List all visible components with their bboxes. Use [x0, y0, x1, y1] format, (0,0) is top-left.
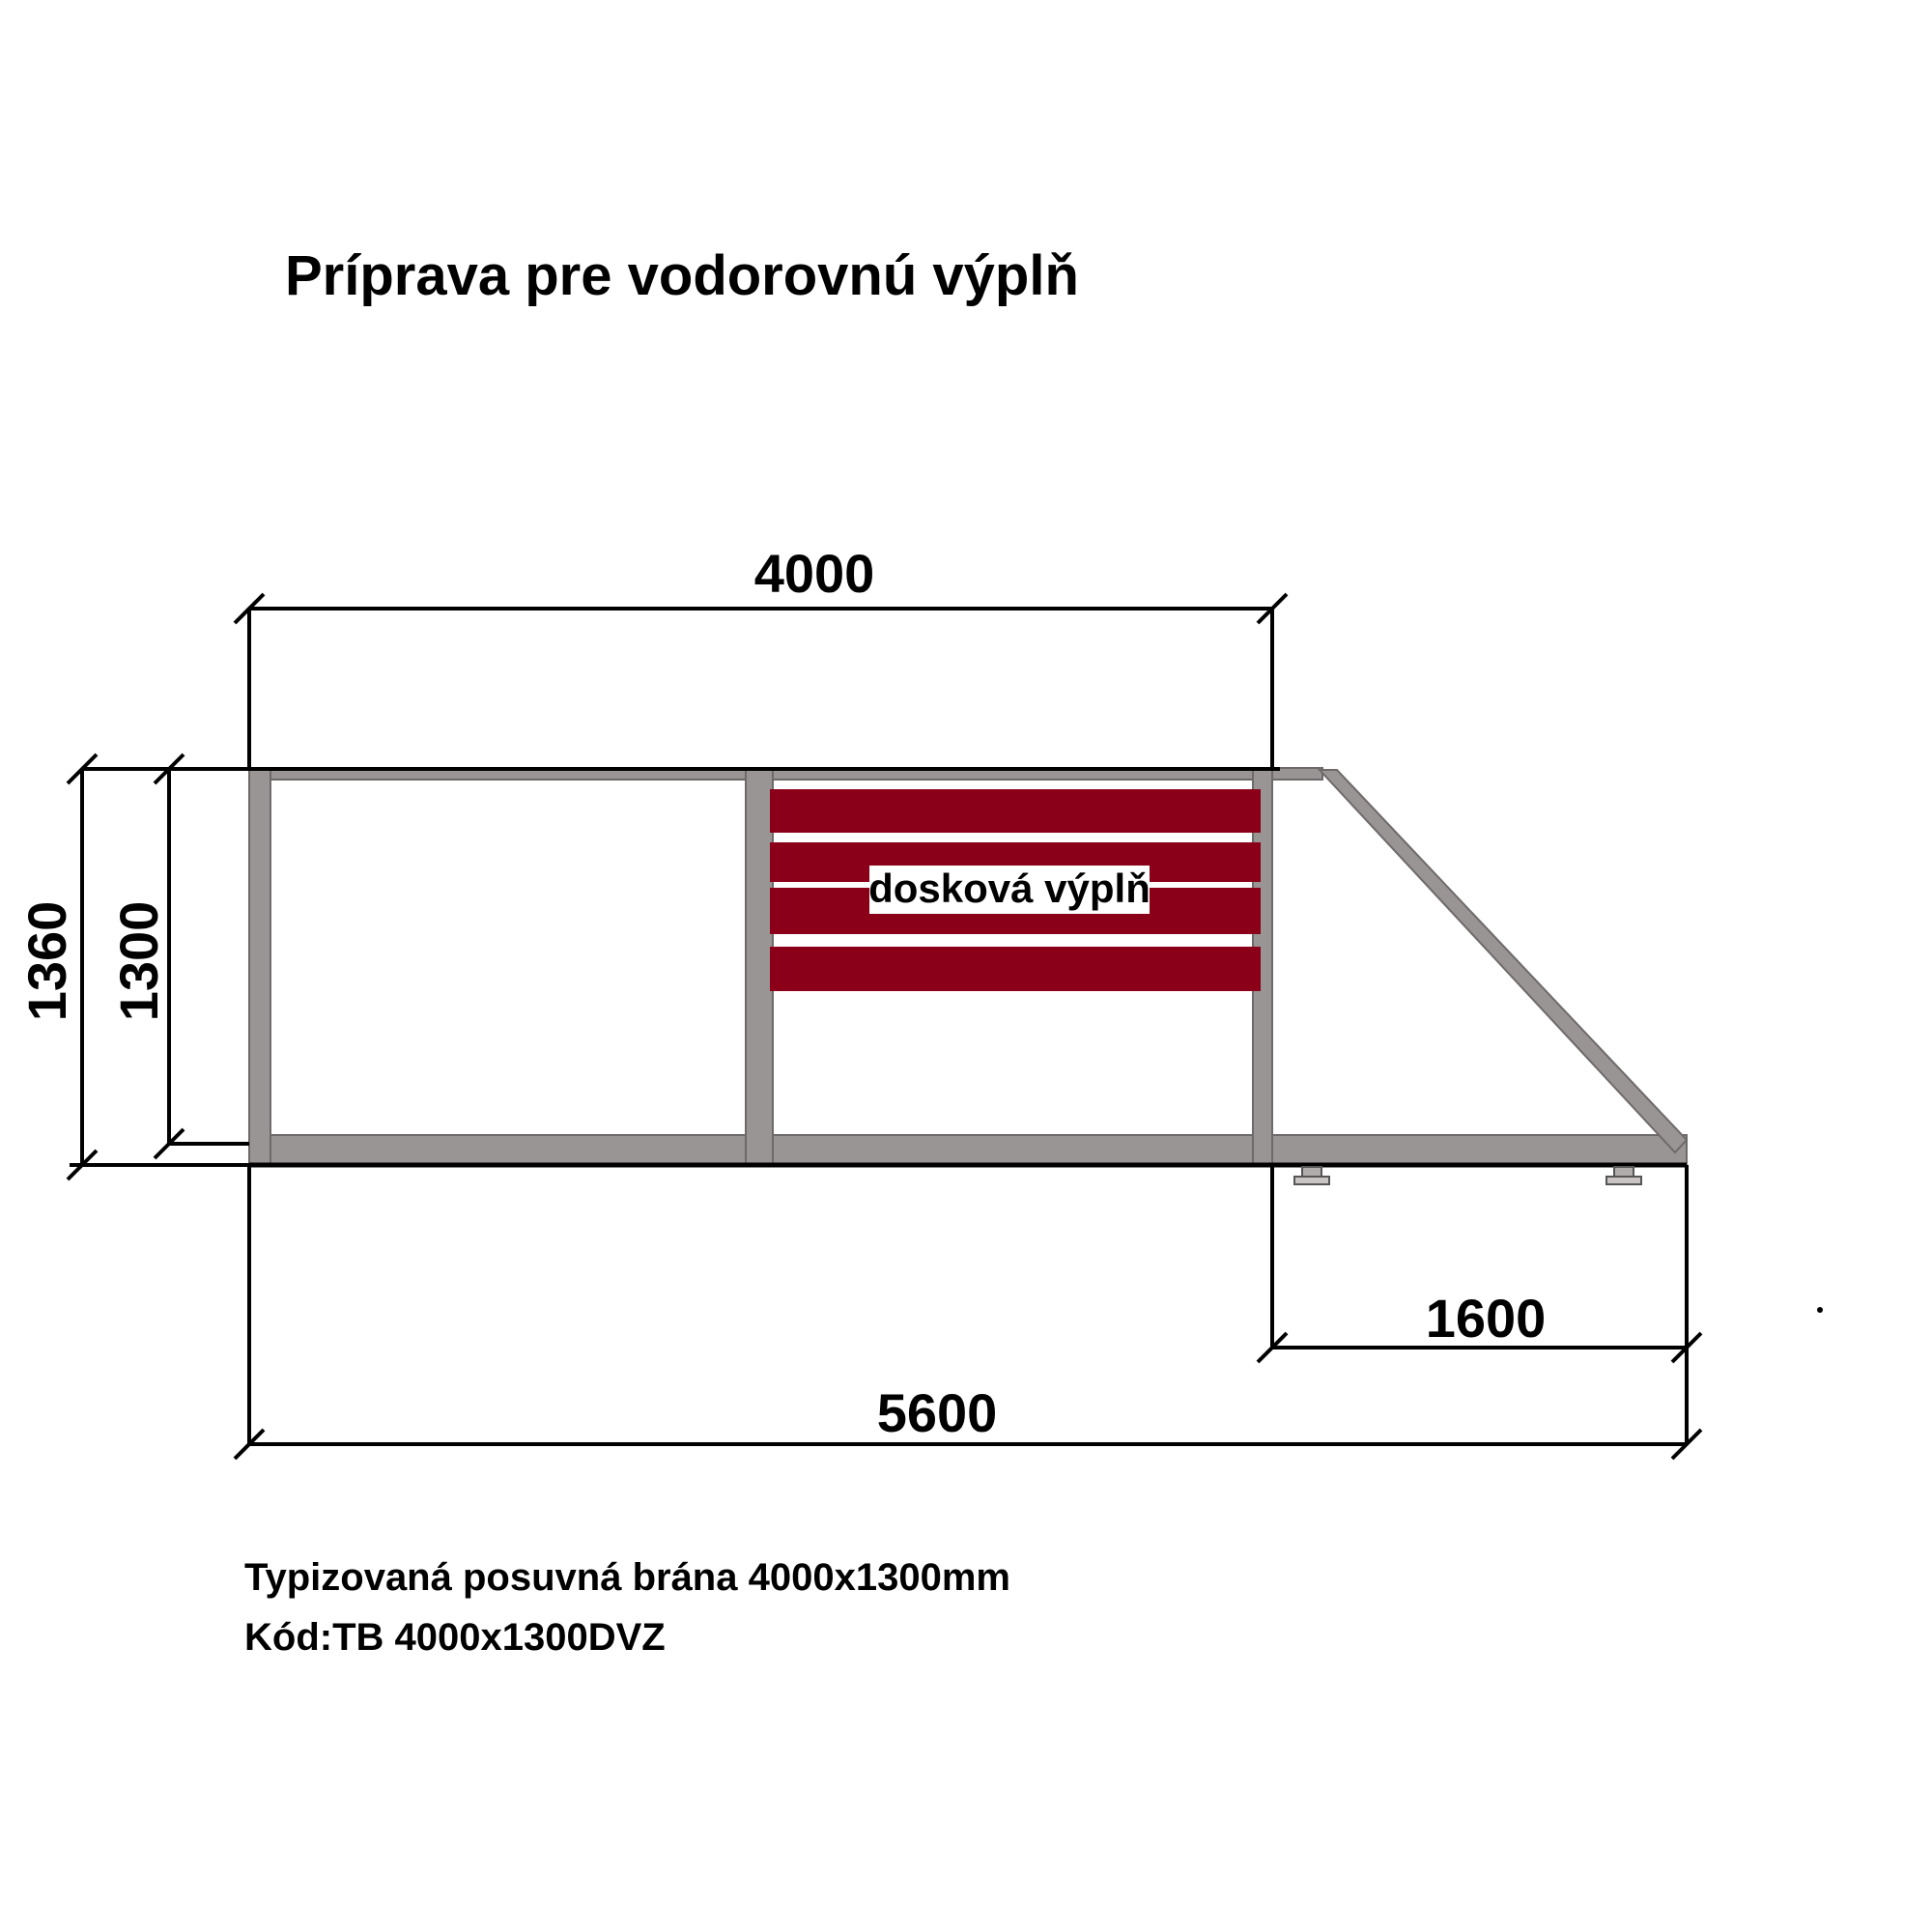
tail-diagonal-brace — [1320, 770, 1687, 1152]
infill-board — [770, 947, 1261, 991]
roller-icon — [1606, 1167, 1641, 1184]
infill-label: dosková výplň — [868, 866, 1151, 911]
left-post — [249, 768, 270, 1164]
dimension-label-4000: 4000 — [753, 543, 875, 604]
dimension-tail-width — [1258, 1165, 1701, 1362]
board-infill — [770, 789, 1261, 991]
dimension-label-1360: 1360 — [16, 900, 77, 1022]
bottom-rail — [249, 1135, 1687, 1164]
stray-dot — [1817, 1307, 1823, 1313]
drawing-title: Príprava pre vodorovnú výplň — [285, 244, 1079, 307]
caption-line-1: Typizovaná posuvná brána 4000x1300mm — [244, 1556, 1010, 1599]
dimension-label-1600: 1600 — [1425, 1288, 1547, 1349]
dimension-top-width — [235, 541, 1287, 769]
roller-icon — [1294, 1167, 1329, 1184]
caption-line-2: Kód:TB 4000x1300DVZ — [244, 1616, 666, 1659]
support-rollers — [1294, 1167, 1641, 1184]
dimension-label-1300: 1300 — [108, 900, 169, 1022]
infill-board — [770, 789, 1261, 833]
middle-post-1 — [746, 768, 773, 1164]
dimension-label-5600: 5600 — [876, 1382, 998, 1443]
dimension-inner-height — [108, 754, 249, 1158]
